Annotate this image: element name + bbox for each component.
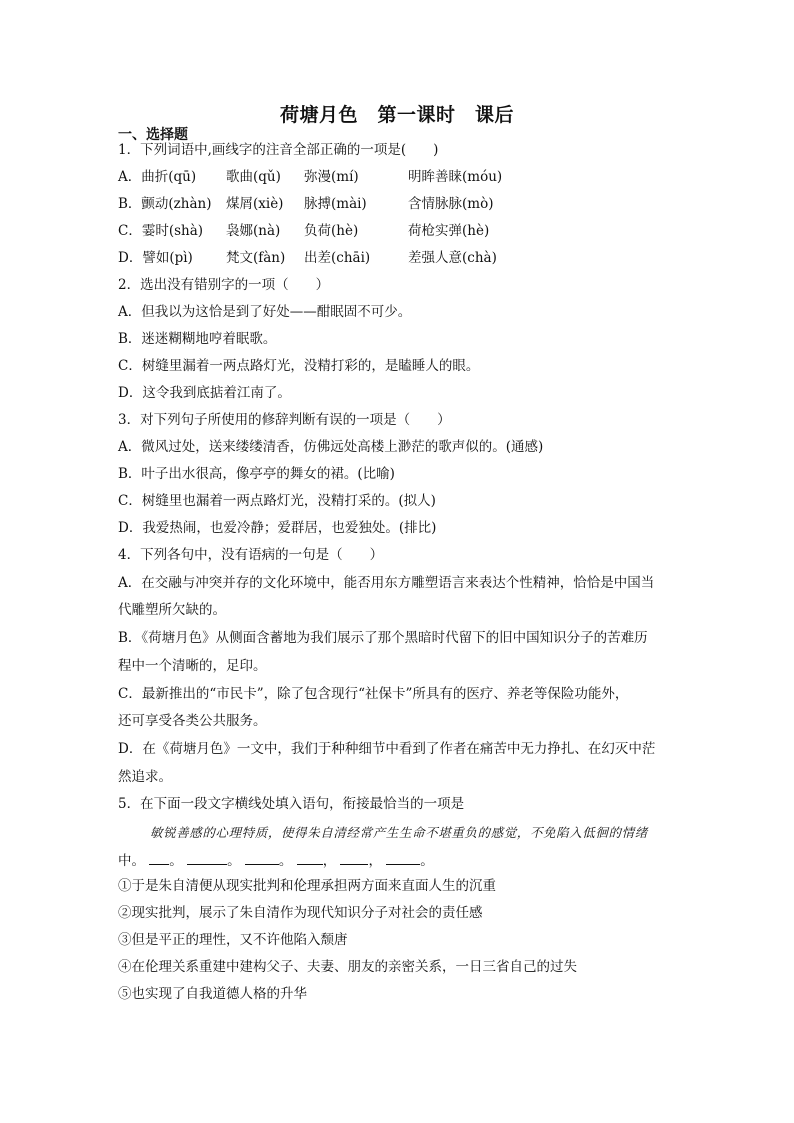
fill-blank[interactable]	[386, 852, 420, 865]
option-item: B．颤动(zhàn)	[118, 196, 212, 212]
question-4-line: C．最新推出的“市民卡”，除了包含现行“社保卡”所具有的医疗、养老等保险功能外，	[118, 686, 629, 702]
question-2-option-b: B．迷迷糊糊地哼着眠歌。	[118, 331, 277, 347]
option-item: 荷枪实弹(hè)	[408, 223, 490, 239]
question-5-item: ③但是平正的理性，又不许他陷入颓唐	[118, 932, 348, 948]
option-item: D．譬如(pì)	[118, 250, 193, 266]
option-item: C．霎时(shà)	[118, 223, 204, 239]
question-4-line: B．《荷塘月色》从侧面含蓄地为我们展示了那个黑暗时代留下的旧中国知识分子的苦难历	[118, 630, 648, 646]
option-item: 出差(chāi)	[304, 250, 371, 266]
option-item: 含情脉脉(mò)	[408, 196, 494, 212]
blank-separator: 。	[227, 853, 241, 869]
question-5-blanks	[118, 849, 434, 869]
question-4-line: D．在《荷塘月色》一文中，我们于种种细节中看到了作者在痛苦中无力挣扎、在幻灭中茫	[118, 741, 656, 757]
question-4-line: 代雕塑所欠缺的。	[118, 602, 226, 618]
blank-separator: ，	[322, 853, 337, 869]
option-item: 梵文(fàn)	[226, 250, 286, 266]
question-4-stem: 4．下列各句中，没有语病的一句是（ ）	[118, 547, 384, 563]
fill-blank[interactable]	[340, 852, 368, 865]
option-item: 煤屑(xiè)	[226, 196, 284, 212]
fill-blank[interactable]	[187, 852, 227, 865]
question-5-passage: 敏锐善感的心理特质，使得朱自清经常产生生命不堪重负的感觉，不免陷入低徊的情绪	[150, 825, 648, 840]
section-heading: 一、选择题	[118, 127, 188, 143]
question-5-item: ⑤也实现了自我道德人格的升华	[118, 986, 307, 1002]
option-item: 负荷(hè)	[304, 223, 359, 239]
question-1-option-b	[118, 195, 493, 213]
option-item: 差强人意(chà)	[408, 250, 497, 266]
question-2-option-d: D．这令我到底掂着江南了。	[118, 385, 291, 401]
question-3-stem: 3．对下列句子所使用的修辞判断有误的一项是（ ）	[118, 412, 451, 428]
question-2-option-c: C．树缝里漏着一两点路灯光，没精打彩的，是瞌睡人的眼。	[118, 358, 480, 374]
page-title: 荷塘月色 第一课时 课后	[279, 104, 514, 126]
option-item: 袅娜(nà)	[226, 223, 281, 239]
blank-separator: ，	[368, 853, 382, 869]
question-4-line: 还可享受各类公共服务。	[118, 713, 267, 729]
option-item: A．曲折(qū)	[118, 169, 197, 185]
option-item: 脉搏(mài)	[304, 196, 367, 212]
question-4-line: 然追求。	[118, 769, 172, 785]
passage-end: 中。	[118, 853, 145, 869]
fill-blank[interactable]	[149, 852, 169, 865]
question-5-stem: 5．在下面一段文字横线处填入语句，衔接最恰当的一项是	[118, 796, 465, 812]
fill-blank[interactable]	[245, 852, 279, 865]
blank-separator: 。	[278, 853, 293, 869]
blank-separator: 。	[420, 853, 434, 869]
option-item: 明眸善睐(móu)	[408, 169, 503, 185]
fill-blank[interactable]	[297, 852, 323, 865]
question-5-item: ②现实批判，展示了朱自清作为现代知识分子对社会的责任感	[118, 905, 483, 921]
question-5-item: ④在伦理关系重建中建构父子、夫妻、朋友的亲密关系，一日三省自己的过失	[118, 959, 577, 975]
question-4-line: 程中一个清晰的，足印。	[118, 658, 267, 674]
question-3-option-c: C．树缝里也漏着一两点路灯光，没精打采的。(拟人)	[118, 493, 436, 509]
question-1-option-d	[118, 249, 497, 267]
question-4-line: A．在交融与冲突并存的文化环境中，能否用东方雕塑语言来表达个性精神，恰恰是中国当	[118, 575, 655, 591]
question-3-option-a: A．微风过处，送来缕缕清香，仿佛远处高楼上渺茫的歌声似的。(通感)	[118, 439, 544, 455]
option-item: 弥漫(mí)	[304, 169, 359, 185]
question-2-option-a: A．但我以为这恰是到了好处——酣眠固不可少。	[118, 304, 412, 320]
question-3-option-b: B．叶子出水很高，像亭亭的舞女的裙。(比喻)	[118, 466, 395, 482]
question-5-item: ①于是朱自清便从现实批判和伦理承担两方面来直面人生的沉重	[118, 878, 496, 894]
option-item: 歌曲(qǔ)	[226, 169, 281, 185]
question-1-stem: 1．下列词语中,画线字的注音全部正确的一项是( )	[118, 142, 439, 158]
question-2-stem: 2．选出没有错别字的一项（ ）	[118, 277, 330, 293]
question-1-option-c	[118, 222, 489, 240]
question-1-option-a	[118, 168, 502, 186]
question-3-option-d: D．我爱热闹，也爱冷静；爱群居，也爱独处。(排比)	[118, 520, 437, 536]
blank-separator: 。	[169, 853, 183, 869]
